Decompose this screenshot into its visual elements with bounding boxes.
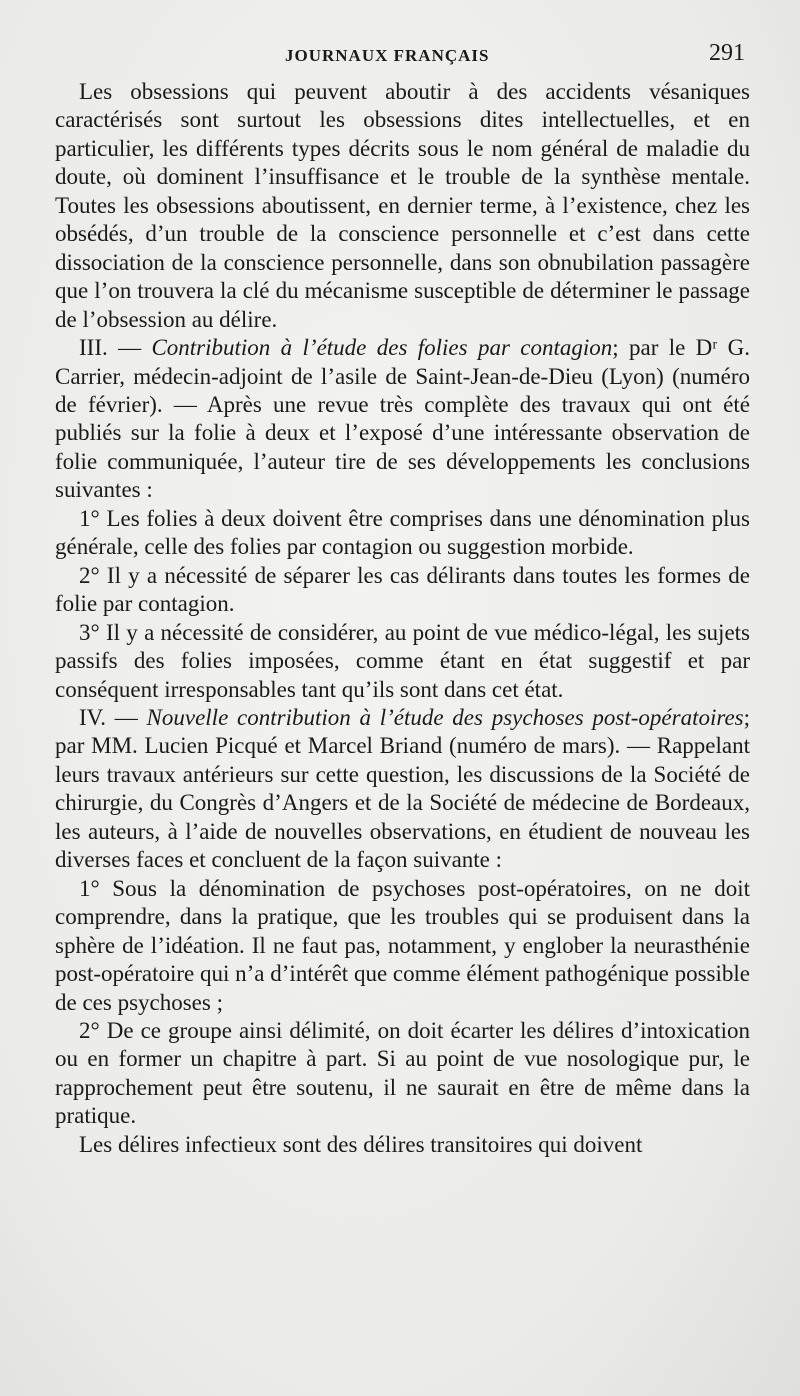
paragraph-text: 2° De ce groupe ainsi délimité, on doit écarter les délires d’intoxication ou en former un chapitre à part. Si au point de vue nosologique pur, le rapprochement peut être soutenu, il ne saurait en être de même dans la pratique. bbox=[55, 1017, 750, 1129]
conclusion-item-3 bbox=[55, 619, 750, 704]
running-title: JOURNAUX FRANÇAIS bbox=[285, 46, 490, 65]
page-number: 291 bbox=[709, 40, 745, 66]
article-title: Contribution à l’étude des folies par contagion bbox=[151, 335, 613, 361]
article-title: Nouvelle contribution à l’étude des psychoses post-opératoires bbox=[146, 704, 744, 730]
section-iv-entry bbox=[55, 704, 750, 875]
paragraph-text: 2° Il y a nécessité de séparer les cas délirants dans toutes les formes de folie par contagion. bbox=[55, 562, 750, 617]
paragraph-text: ; par MM. Lucien Picqué et Marcel Briand (numéro de mars). — Rappelant leurs travaux antérieurs sur cette question, les discussions de la Société de chirurgie, du Congrès d’Angers et de la Société de médecine de Bordeaux, les auteurs, à l’aide de nouvelles observations, en étudient de nouveau les diverses faces et concluent de la façon suivante : bbox=[55, 704, 750, 873]
paragraph-text: Les obsessions qui peuvent aboutir à des accidents vésaniques caractérisés sont surtout les obsessions dites intellectuelles, et en particulier, les différents types décrits sous le nom général de maladie du doute, où dominent l’insuffisance et le trouble de la synthèse mentale. Toutes les obsessions aboutissent, en dernier terme, à l’existence, chez les obsédés, d’un trouble de la conscience personnelle et c’est dans cette dissociation de la conscience personnelle, dans son obnubilation passagère que l’on trouvera la clé du mécanisme susceptible de déterminer le passage de l’obsession au délire. bbox=[55, 79, 750, 332]
page-header bbox=[55, 38, 745, 72]
conclusion-item-1 bbox=[55, 505, 750, 562]
conclusion-item-1 bbox=[55, 875, 750, 1017]
paragraph-text: 1° Les folies à deux doivent être comprises dans une dénomination plus générale, celle des folies par contagion ou suggestion morbide. bbox=[55, 505, 750, 560]
conclusion-item-2 bbox=[55, 1017, 750, 1131]
paragraph-text: 3° Il y a nécessité de considérer, au point de vue médico-légal, les sujets passifs des folies imposées, comme étant en état suggestif et par conséquent irresponsables tant qu’ils sont dans cet état. bbox=[55, 619, 750, 702]
paragraph-text: 1° Sous la dénomination de psychoses post-opératoires, on ne doit comprendre, dans la pratique, que les troubles qui se produisent dans la sphère de l’idéation. Il ne faut pas, notamment, y englober la neurasthénie post-opératoire qui n’a d’intérêt que comme élément pathogénique possible de ces psychoses ; bbox=[55, 875, 750, 1015]
section-number: IV. — bbox=[79, 704, 147, 730]
paragraph-delires bbox=[55, 1131, 750, 1159]
section-iii-entry bbox=[55, 334, 750, 505]
paragraph-obsessions bbox=[55, 78, 750, 334]
conclusion-item-2 bbox=[55, 562, 750, 619]
paragraph-text: ; par le Dʳ G. Carrier, médecin-adjoint de l’asile de Saint-Jean-de-Dieu (Lyon) (numéro de février). — Après une revue très complète des travaux qui ont été publiés sur la folie à deux et l’exposé d’une intéressante observation de folie communiquée, l’auteur tire de ses développements les conclusions suivantes : bbox=[55, 335, 751, 503]
section-number: III. — bbox=[79, 335, 152, 361]
body-text bbox=[55, 78, 750, 1159]
paragraph-text: Les délires infectieux sont des délires transitoires qui doivent bbox=[79, 1131, 643, 1157]
